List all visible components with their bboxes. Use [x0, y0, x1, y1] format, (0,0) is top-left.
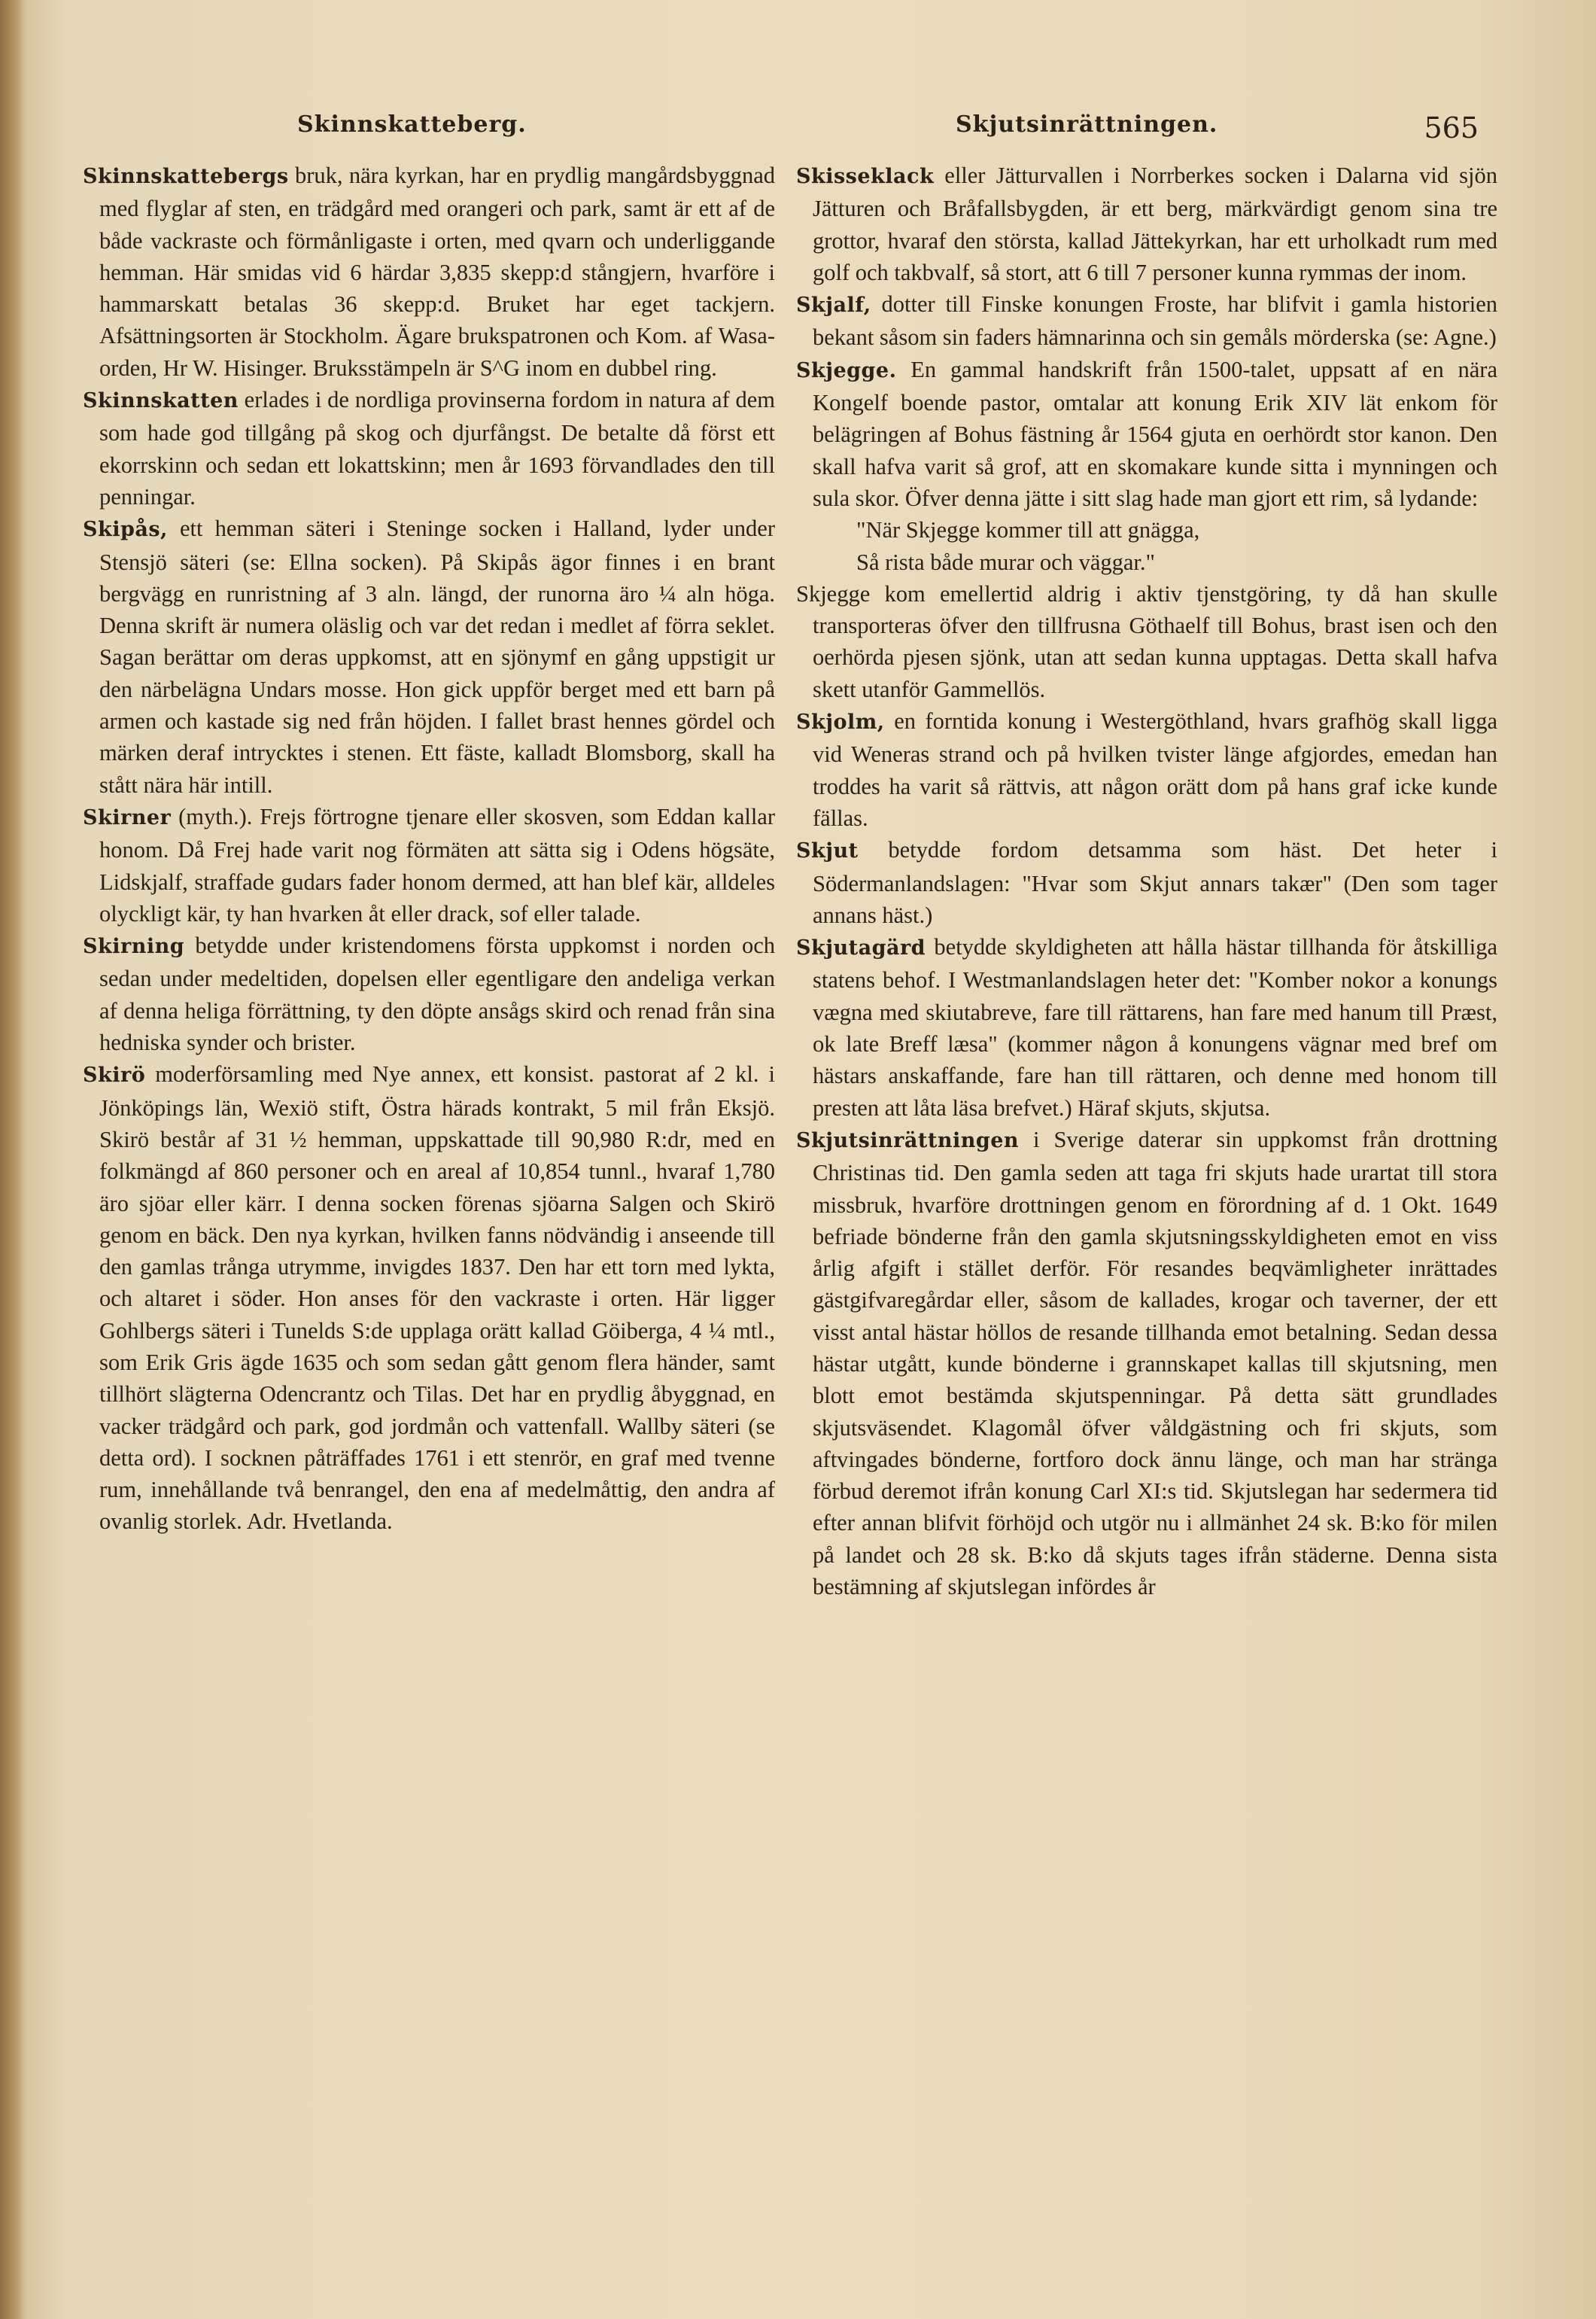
header-right-word: Skjutsinrättningen. [956, 111, 1218, 138]
entry-text: ett hemman säteri i Steninge socken i Halland, lyder under Stensjö säteri (se: Ellna socken). På Skipås ägor finnes i en brant bergvägg en runristning af 3 aln. längd, der runorna äro ¼ aln höga. Denna skrift är numera oläslig och var det redan i medlet af förra seklet. Sagan berättar om deras uppkomst, att en sjönymf en gång uppstigit ur den närbelägna Undars mosse. Hon gick uppför berget med ett barn på armen och kastade sig ned från höjden. I fallet brast hennes gördel och märken deraf intrycktes i stenen. Ett fäste, kalladt Blomsborg, skall ha stått nära här intill. [99, 516, 775, 798]
entry-text: Skjegge kom emellertid aldrig i aktiv tjenstgöring, ty då han skulle transporteras öfver den tillfrusna Göthaelf till Bohus, brast isen och den oerhörda pjesen sjönk, utan att sedan kunna upptagas. Detta skall hafva skett utanför Gammellös. [796, 580, 1497, 702]
entry-headword: Skirner [83, 805, 172, 829]
encyclopedia-entry [796, 578, 1497, 705]
entry-text: betydde fordom detsamma som häst. Det heter i Södermanlandslagen: "Hvar som Skjut annars takær" (Den som tager annans häst.) [813, 837, 1497, 928]
entry-headword: Skjutagärd [796, 936, 926, 960]
entry-text: moderförsamling med Nye annex, ett konsist. pastorat af 2 kl. i Jönköpings län, Wexiö stift, Östra härads kontrakt, 5 mil från Eksjö. Skirö består af 31 ½ hemman, uppskattade till 90,980 R:dr, med en folkmängd af 860 personer och en areal af 10,854 tunnl., hvaraf 1,780 äro sjöar eller kärr. I denna socken förenas sjöarna Salgen och Skirö genom en bäck. Den nya kyrkan, hvilken fanns nödvändig i anseende till den gamlas trånga utrymme, invigdes 1837. Den har ett torn med lykta, och altaret i söder. Hon anses för den vackraste i orten. Här ligger Gohlbergs säteri i Tunelds S:de upplaga orätt kallad Göiberga, 4 ¼ mtl., som Erik Gris ägde 1635 och som sedan gått genom flera händer, samt tillhört slägterna Odencrantz och Tilas. Det har en prydlig åbyggnad, en vacker trädgård och park, god jordmån och vattenfall. Wallby säteri (se detta ord). I socknen påträffades 1761 i ett stenrör, en graf med tvenne rum, innehållande två benrangel, den ena af medelmåttig, den andra af ovanlig storlek. Adr. Hvetlanda. [99, 1061, 775, 1535]
entry-headword: Skjegge. [796, 358, 897, 382]
entry-text: En gammal handskrift från 1500-talet, uppsatt af en nära Kongelf boende pastor, omtalar att konung Erik XIV lät enkom för belägringen af Bohus fästning år 1564 gjuta en oerhördt stor kanon. Den skall hafva varit så grof, att en skomakare kunde sitta i mynningen och sula skor. Öfver denna jätte i sitt slag hade man gjort ett rim, så lydande: [813, 356, 1497, 511]
page-number: 565 [1424, 111, 1479, 145]
left-column [83, 160, 775, 2282]
encyclopedia-entry [796, 931, 1497, 1124]
running-header [71, 111, 1479, 149]
encyclopedia-entry [796, 160, 1497, 288]
verse-line: Så rista både murar och väggar." [856, 549, 1155, 575]
entry-text: (myth.). Frejs förtrogne tjenare eller skosven, som Eddan kallar honom. Då Frej hade varit nog förmäten att sätta sig i Odens högsäte, Lidskjalf, straffade gudars fader honom dermed, att han blef kär, alldeles olyckligt kär, ty han hvarken åt eller drack, sof eller talade. [99, 803, 775, 927]
encyclopedia-entry [83, 930, 775, 1058]
encyclopedia-entry [796, 354, 1497, 514]
encyclopedia-entry [83, 160, 775, 384]
encyclopedia-entry [83, 801, 775, 930]
header-left-word: Skinnskatteberg. [297, 111, 527, 138]
entry-headword: Skipås, [83, 518, 168, 542]
entry-headword: Skirö [83, 1064, 146, 1088]
book-spine-shadow [0, 0, 26, 2319]
entry-headword: Skjalf, [796, 294, 871, 318]
entry-text: erlades i de nordliga provinserna fordom in natura af dem som hade god tillgång på skog och djurfångst. De betalte då först ett ekorrskinn och sedan ett lokattskinn; men år 1693 förvandlades den till penningar. [99, 387, 775, 510]
entry-headword: Skinnskatten [83, 389, 239, 413]
entry-headword: Skjutsinrättningen [796, 1128, 1020, 1152]
entry-headword: Skjolm, [796, 711, 885, 735]
encyclopedia-entry [796, 834, 1497, 931]
entry-text: i Sverige daterar sin uppkomst från drottning Christinas tid. Den gamla seden att taga fri skjuts hade urartat till stora missbruk, hvarföre drottningen genom en förordning af d. 1 Okt. 1649 befriade bönderne från den gamla skjutsningsskyldigheten emot en viss årlig afgift i stället derför. För resandes beqvämligheter inrättades gästgifvaregårdar eller, såsom de kallades, krogar och taverner, der ett visst antal hästar höllos de resande tillhanda emot betalning. Sedan dessa hästar utgått, kunde bönderne i grannskapet kallas till skjutsning, men blott emot bestämda skjutspenningar. På detta sätt grundlades skjutsväsendet. Klagomål öfver våldgästning och fri skjuts, som aftvingades bönderne, fortforo dock ännu länge, och man har stränga förbud deremot ifrån konung Carl XI:s tid. Skjutslegan har sedermera tid efter annan blifvit förhöjd och utgör nu i allmänhet 24 sk. B:ko för milen på landet och 28 sk. B:ko då skjuts tages ifrån städerne. Denna sista bestämning af skjutslegan infördes år [813, 1126, 1497, 1600]
entry-headword: Skisseklack [796, 165, 935, 188]
entry-headword: Skjut [796, 839, 859, 863]
entry-text: en forntida konung i Westergöthland, hvars grafhög skall ligga vid Weneras strand och på hvilken tvister länge afgjordes, emedan han troddes ha varit så rättvis, att någon orätt dom på hans graf icke kunde fällas. [813, 708, 1497, 831]
entry-text: betydde skyldigheten att hålla hästar tillhanda för åtskilliga statens behof. I Westmanlandslagen heter det: "Komber nokor a konungs vægna med skiutabreve, fare till rättarens, han fare med hanum till Præst, ok late Breff læsa" (kommer någon å konungens vägnar med bref om hästars anskaffande, fare han till rättaren, och denne med honom till presten att låta läsa brefvet.) Häraf skjuts, skjutsa. [813, 934, 1497, 1121]
entry-headword: Skinnskattebergs [83, 165, 289, 188]
entry-headword: Skirning [83, 935, 185, 959]
verse-quote [796, 514, 1497, 578]
entry-text: eller Jätturvallen i Norrberkes socken i Dalarna vid sjön Jätturen och Bråfallsbygden, är ett berg, märkvärdigt genom sina tre grottor, hvaraf den största, kallad Jättekyrkan, har ett urholkadt rum med golf och takbvalf, så stort, att 6 till 7 personer kunna rymmas der inom. [813, 163, 1497, 285]
encyclopedia-entry [796, 288, 1497, 354]
encyclopedia-entry [83, 384, 775, 513]
encyclopedia-entry [83, 513, 775, 801]
encyclopedia-entry [83, 1058, 775, 1537]
entry-text: bruk, nära kyrkan, har en prydlig mangårdsbyggnad med flyglar af sten, en trädgård med orangeri och park, samt är ett af de både vackraste och förmånligaste i orten, med qvarn och underliggande hemman. Här smidas vid 6 härdar 3,835 skepp:d stångjern, hvarföre i hammarskatt betalas 36 skepp:d. Bruket har eget tackjern. Afsättningsorten är Stockholm. Ägare brukspatronen och Kom. af Wasa-orden, Hr W. Hisinger. Bruksstämpeln är S^G inom en dubbel ring. [99, 163, 775, 381]
entry-text: dotter till Finske konungen Froste, har blifvit i gamla historien bekant såsom sin faders hämnarinna och sin gemåls mörderska (se: Agne.) [813, 291, 1497, 351]
entry-text: betydde under kristendomens första uppkomst i norden och sedan under medeltiden, dopelsen eller egentligare den andeliga verkan af denna heliga förrättning, ty den döpte ansågs skird och renad från sina hedniska synder och brister. [99, 933, 775, 1056]
verse-line: "När Skjegge kommer till att gnägga, [856, 517, 1200, 543]
right-column [796, 160, 1497, 2282]
encyclopedia-entry [796, 705, 1497, 834]
encyclopedia-entry [796, 1124, 1497, 1602]
